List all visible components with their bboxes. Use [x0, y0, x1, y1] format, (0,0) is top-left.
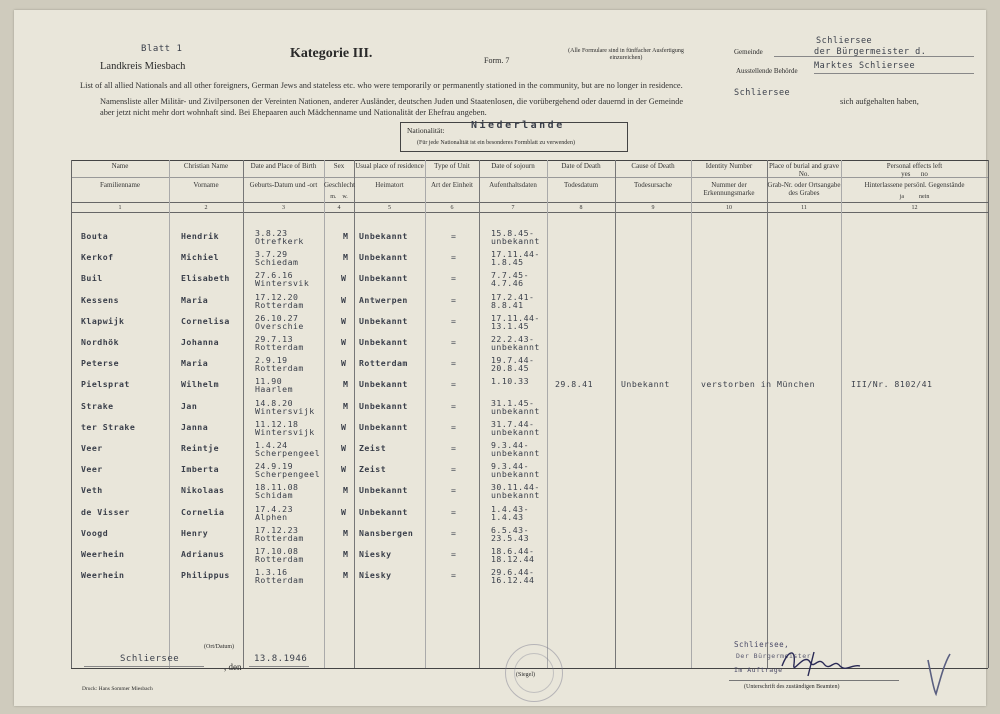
column-header-de: Grab-Nr. oder Ortsangabe des Grabes [767, 181, 841, 197]
handwritten-signature [774, 642, 874, 682]
cell-sex: M [343, 570, 349, 581]
column-header-de: Art der Einheit [431, 181, 473, 189]
cell-sex: M [343, 231, 349, 241]
cell-sojourn-end: 23.5.43 [491, 532, 530, 543]
cell-sojourn-start: 31.7.44- [491, 418, 535, 429]
cell-sojourn-end: 13.1.45 [491, 320, 530, 331]
column-header-en: Sex [333, 162, 345, 170]
cell-sojourn-end: 8.8.41 [491, 299, 524, 310]
cell-residence: Niesky [359, 570, 392, 581]
cell-birth-date: 26.10.27 [255, 312, 299, 323]
cell-family-name: Weerhein [81, 549, 125, 559]
cell-sojourn-start: 30.11.44- [491, 482, 540, 493]
cell-sex: W [341, 464, 347, 475]
cell-birth-place: Scherpengeel [255, 448, 321, 458]
cell-residence: Zeist [359, 443, 387, 453]
cell-residence: Unbekannt [359, 506, 408, 517]
column-header-en: Type of Unit [434, 162, 470, 170]
copies-note: (Alle Formulare sind in fünffacher Ausfertigung einzureichen) [568, 48, 684, 61]
cell-family-name: ter Strake [81, 421, 136, 432]
cell-sojourn-end: 4.7.46 [491, 278, 524, 289]
cell-first-name: Cornelisa [181, 315, 230, 326]
cell-birth-place: Schidam [255, 490, 294, 501]
column-header-de: Geschlecht [324, 181, 356, 189]
cell-birth-place: Haarlem [255, 384, 294, 395]
person-table [71, 160, 988, 668]
cell-unit-type: = [451, 273, 457, 284]
column-number: 2 [204, 205, 208, 211]
signature-on-behalf: Im Auftrage [734, 666, 783, 674]
cell-sex: W [341, 421, 347, 432]
cell-first-name: Johanna [181, 337, 220, 347]
cell-sex: M [343, 252, 349, 263]
column-number: 1 [118, 205, 122, 211]
column-header-en: Date of sojourn [491, 162, 535, 170]
cell-unit-type: = [451, 337, 457, 347]
cell-sojourn-end: unbekannt [491, 448, 540, 458]
column-header-de: Geburts-Datum und -ort [249, 181, 318, 189]
column-header-de: Vorname [193, 181, 219, 189]
cell-sex: W [341, 337, 347, 347]
column-header-en: Date of Death [561, 162, 601, 170]
cell-sojourn-start: 1.4.43- [491, 503, 530, 514]
cell-sex: M [343, 527, 349, 538]
cell-first-name: Hendrik [181, 231, 220, 241]
cell-residence: Unbekannt [359, 252, 408, 263]
cell-birth-date: 2.9.19 [255, 355, 288, 366]
signature-place: Schliersee, [734, 640, 790, 649]
printer-note: Druck: Hans Sommer Miesbach [82, 686, 153, 692]
column-header-de: Heimatort [375, 181, 404, 189]
cell-sojourn-start: 17.11.44- [491, 312, 540, 323]
column-number: 10 [726, 205, 732, 211]
cell-residence: Niesky [359, 549, 392, 559]
cell-unit-type: = [451, 570, 457, 581]
cell-death-cause: Unbekannt [621, 379, 670, 390]
authority-value-2: Marktes Schliersee [814, 61, 916, 71]
column-line [841, 160, 842, 668]
pencil-check-mark [924, 650, 954, 700]
cell-birth-place: Rotterdam [255, 532, 304, 543]
cell-sojourn-start: 17.11.44- [491, 249, 540, 260]
cell-residence: Unbekannt [359, 231, 408, 241]
cell-sojourn-end: unbekannt [491, 236, 540, 246]
cell-burial-place: III/Nr. 8102/41 [851, 379, 933, 390]
cell-unit-type: = [451, 379, 457, 390]
cell-unit-type: = [451, 358, 457, 369]
cell-first-name: Adrianus [181, 549, 225, 559]
intro-place: Schliersee [734, 88, 791, 98]
cell-sojourn-end: unbekannt [491, 426, 540, 437]
column-line [324, 160, 325, 668]
table-number-line [71, 212, 988, 213]
intro-english: List of all allied Nationals and all other foreigners, German Jews and stateless etc. who were temporarily or permanently stationed in the community, but are no longer in residence. [80, 81, 683, 90]
cell-birth-date: 1.3.16 [255, 567, 288, 578]
column-number: 11 [801, 205, 807, 211]
cell-first-name: Philippus [181, 570, 230, 581]
cell-unit-type: = [451, 231, 457, 241]
cell-first-name: Janna [181, 421, 209, 432]
cell-unit-type: = [451, 464, 457, 475]
cell-birth-date: 17.12.23 [255, 524, 299, 535]
nationality-label: Nationalität: [407, 126, 445, 135]
column-line [354, 160, 355, 668]
cell-death-date: 29.8.41 [555, 379, 594, 390]
place-date-label: (Ort/Datum) [204, 644, 234, 650]
cell-birth-date: 17.10.08 [255, 546, 299, 556]
place-line [84, 666, 204, 667]
intro-german-1: Namensliste aller Militär- und Zivilpersonen der Vereinten Nationen, anderer Ausländer, deutschen Juden und Staatenlosen, die vorübergehend oder dauernd in der Gemeinde [100, 97, 684, 106]
cell-identity-number: verstorben in München [701, 379, 816, 390]
cell-family-name: Veer [81, 464, 103, 475]
column-number: 7 [511, 205, 515, 211]
column-header-en: Usual place of residence [355, 162, 424, 170]
cell-residence: Unbekannt [359, 421, 408, 432]
intro-german-2: aber jetzt nicht mehr dort wohnhaft sind. Bei Ehepaaren auch Mädchenname und Nationalität der Ehefrau angeben. [100, 108, 487, 117]
authority-label: Ausstellende Behörde [736, 67, 798, 75]
cell-residence: Unbekannt [359, 379, 408, 390]
cell-family-name: de Visser [81, 506, 130, 517]
cell-birth-place: Rotterdam [255, 299, 304, 310]
cell-birth-date: 3.8.23 [255, 228, 288, 238]
cell-sojourn-start: 9.3.44- [491, 461, 530, 472]
cell-sojourn-start: 18.6.44- [491, 546, 535, 556]
cell-first-name: Maria [181, 294, 209, 305]
cell-sex: M [343, 400, 349, 411]
cell-unit-type: = [451, 252, 457, 263]
cell-birth-date: 27.6.16 [255, 270, 294, 281]
nationality-value: Niederlande [471, 120, 565, 131]
cell-first-name: Imberta [181, 464, 220, 475]
cell-first-name: Cornelia [181, 506, 225, 517]
cell-sojourn-start: 22.2.43- [491, 334, 535, 344]
cell-family-name: Weerhein [81, 570, 125, 581]
cell-residence: Unbekannt [359, 273, 408, 284]
cell-first-name: Elisabeth [181, 273, 230, 284]
cell-family-name: Kessens [81, 294, 120, 305]
cell-birth-date: 14.8.20 [255, 397, 294, 408]
cell-sojourn-end: 18.12.44 [491, 554, 535, 564]
column-header-en: Cause of Death [631, 162, 675, 170]
cell-family-name: Veer [81, 443, 103, 453]
cell-unit-type: = [451, 549, 457, 559]
cell-unit-type: = [451, 527, 457, 538]
column-number: 4 [337, 205, 341, 211]
seal-label: (Siegel) [516, 672, 535, 678]
cell-family-name: Voogd [81, 527, 109, 538]
cell-residence: Unbekannt [359, 315, 408, 326]
cell-sex: M [343, 379, 349, 390]
signature-authority: Der Bürgermeister [736, 652, 812, 660]
column-line [767, 160, 768, 668]
cell-first-name: Maria [181, 358, 209, 369]
cell-birth-date: 24.9.19 [255, 461, 294, 472]
cell-first-name: Reintje [181, 443, 220, 453]
cell-birth-place: Rotterdam [255, 554, 304, 564]
cell-unit-type: = [451, 315, 457, 326]
cell-family-name: Veth [81, 485, 103, 496]
cell-birth-place: Wintersvik [255, 278, 310, 289]
cell-unit-type: = [451, 506, 457, 517]
column-header-en: Christian Name [183, 162, 229, 170]
cell-sojourn-start: 17.2.41- [491, 291, 535, 302]
sheet-number: Blatt 1 [141, 44, 183, 54]
cell-residence: Unbekannt [359, 485, 408, 496]
column-subheader-en: yes no [901, 170, 928, 178]
cell-sojourn-start: 6.5.43- [491, 524, 530, 535]
column-number: 8 [579, 205, 583, 211]
column-line [691, 160, 692, 668]
column-number: 9 [651, 205, 655, 211]
column-line [988, 160, 989, 668]
cell-family-name: Kerkof [81, 252, 114, 263]
cell-birth-place: Rotterdam [255, 363, 304, 374]
cell-sojourn-end: unbekannt [491, 342, 540, 352]
community-label: Gemeinde [734, 48, 763, 56]
cell-birth-place: Alphen [255, 511, 288, 522]
cell-first-name: Nikolaas [181, 485, 225, 496]
cell-residence: Unbekannt [359, 400, 408, 411]
cell-first-name: Michiel [181, 252, 220, 263]
column-line [425, 160, 426, 668]
cell-unit-type: = [451, 421, 457, 432]
cell-sex: W [341, 273, 347, 284]
column-line [479, 160, 480, 668]
cell-birth-date: 3.7.29 [255, 249, 288, 260]
cell-sojourn-end: 20.8.45 [491, 363, 530, 374]
cell-sojourn-start: 29.6.44- [491, 567, 535, 578]
cell-residence: Unbekannt [359, 337, 408, 347]
document-page [14, 10, 986, 706]
cell-sojourn-end: unbekannt [491, 405, 540, 416]
cell-birth-place: Otrefkerk [255, 236, 304, 246]
column-line [547, 160, 548, 668]
cell-unit-type: = [451, 485, 457, 496]
column-header-de: Hinterlassene persönl. Gegenstände [864, 181, 965, 189]
cell-sojourn-start: 19.7.44- [491, 355, 535, 366]
cell-birth-place: Scherpengeel [255, 469, 321, 480]
cell-sex: W [341, 358, 347, 369]
cell-family-name: Strake [81, 400, 114, 411]
cell-birth-place: Rotterdam [255, 575, 304, 586]
cell-first-name: Jan [181, 400, 198, 411]
district-label: Landkreis Miesbach [100, 61, 186, 72]
cell-sojourn-start: 9.3.44- [491, 440, 530, 450]
column-number: 12 [911, 205, 918, 211]
cell-birth-place: Schiedam [255, 257, 299, 268]
column-line [615, 160, 616, 668]
nationality-note: (Für jede Nationalität ist ein besonderes Formblatt zu verwenden) [417, 140, 575, 146]
cell-first-name: Wilhelm [181, 379, 220, 390]
nationality-box [400, 122, 628, 152]
place-value: Schliersee [120, 654, 180, 664]
column-header-en: Identity Number [705, 162, 753, 170]
cell-sex: M [343, 485, 349, 496]
cell-sojourn-start: 7.7.45- [491, 270, 530, 281]
cell-unit-type: = [451, 400, 457, 411]
column-number: 3 [282, 205, 285, 211]
cell-sojourn-end: 16.12.44 [491, 575, 535, 586]
cell-residence: Nansbergen [359, 527, 414, 538]
date-value: 13.8.1946 [254, 654, 308, 664]
column-subheader-de: m. w. [330, 194, 348, 200]
column-header-en: Place of burial and grave No. [769, 162, 839, 178]
column-header-de: Todesdatum [563, 181, 599, 189]
signature-label: (Unterschrift des zuständigen Beamten) [744, 684, 840, 690]
column-header-de: Familienname [99, 181, 141, 189]
cell-residence: Rotterdam [359, 358, 408, 369]
cell-birth-place: Overschie [255, 320, 304, 331]
cell-sojourn-start: 31.1.45- [491, 397, 535, 408]
column-header-de: Aufenthaltsdaten [489, 181, 537, 189]
cell-family-name: Pielsprat [81, 379, 130, 390]
cell-sex: W [341, 315, 347, 326]
cell-residence: Antwerpen [359, 294, 408, 305]
cell-family-name: Bouta [81, 231, 109, 241]
cell-family-name: Peterse [81, 358, 120, 369]
column-number: 6 [450, 205, 454, 211]
cell-sex: W [341, 506, 347, 517]
cell-sojourn-start: 1.10.33 [491, 376, 530, 387]
cell-family-name: Buil [81, 273, 103, 284]
column-header-en: Personal effects left [886, 162, 943, 170]
intro-german-end: sich aufgehalten haben, [840, 97, 919, 106]
authority-value-1: der Bürgermeister d. [814, 47, 927, 57]
date-line [249, 666, 309, 667]
community-value: Schliersee [816, 36, 873, 46]
cell-birth-date: 18.11.08 [255, 482, 299, 493]
column-header-de: Todesursache [634, 181, 672, 189]
cell-sojourn-end: 1.8.45 [491, 257, 524, 268]
cell-sex: M [343, 549, 349, 559]
column-line [71, 160, 72, 668]
cell-birth-date: 17.12.20 [255, 291, 299, 302]
table-top-line [71, 160, 988, 161]
cell-birth-place: Wintersvijk [255, 426, 315, 437]
table-header-bottom-line [71, 202, 988, 203]
form-number: Form. 7 [484, 56, 510, 65]
column-header-en: Date and Place of Birth [250, 162, 317, 170]
cell-family-name: Nordhök [81, 337, 120, 347]
page-title: Kategorie III. [290, 46, 373, 61]
column-subheader-de: ja nein [899, 194, 930, 200]
signature-line [729, 680, 899, 681]
cell-sex: W [341, 443, 347, 453]
cell-residence: Zeist [359, 464, 387, 475]
cell-sojourn-end: 1.4.43 [491, 511, 524, 522]
column-header-en: Name [111, 162, 129, 170]
cell-birth-date: 29.7.13 [255, 334, 294, 344]
authority-line [814, 73, 974, 74]
cell-first-name: Henry [181, 527, 209, 538]
column-number: 5 [388, 205, 391, 211]
cell-birth-place: Rotterdam [255, 342, 304, 352]
cell-sojourn-end: unbekannt [491, 469, 540, 480]
cell-unit-type: = [451, 443, 457, 453]
cell-sojourn-end: unbekannt [491, 490, 540, 501]
cell-sojourn-start: 15.8.45- [491, 228, 535, 238]
cell-birth-date: 1.4.24 [255, 440, 288, 450]
den-label: , den [224, 662, 242, 672]
cell-birth-date: 17.4.23 [255, 503, 294, 514]
cell-birth-date: 11.90 [255, 376, 283, 387]
cell-sex: W [341, 294, 347, 305]
cell-unit-type: = [451, 294, 457, 305]
cell-family-name: Klapwijk [81, 315, 125, 326]
cell-birth-place: Wintersvijk [255, 405, 315, 416]
cell-birth-date: 11.12.18 [255, 418, 299, 429]
column-header-de: Nummer der Erkennungsmarke [703, 181, 755, 197]
column-line [169, 160, 170, 668]
column-line [243, 160, 244, 668]
